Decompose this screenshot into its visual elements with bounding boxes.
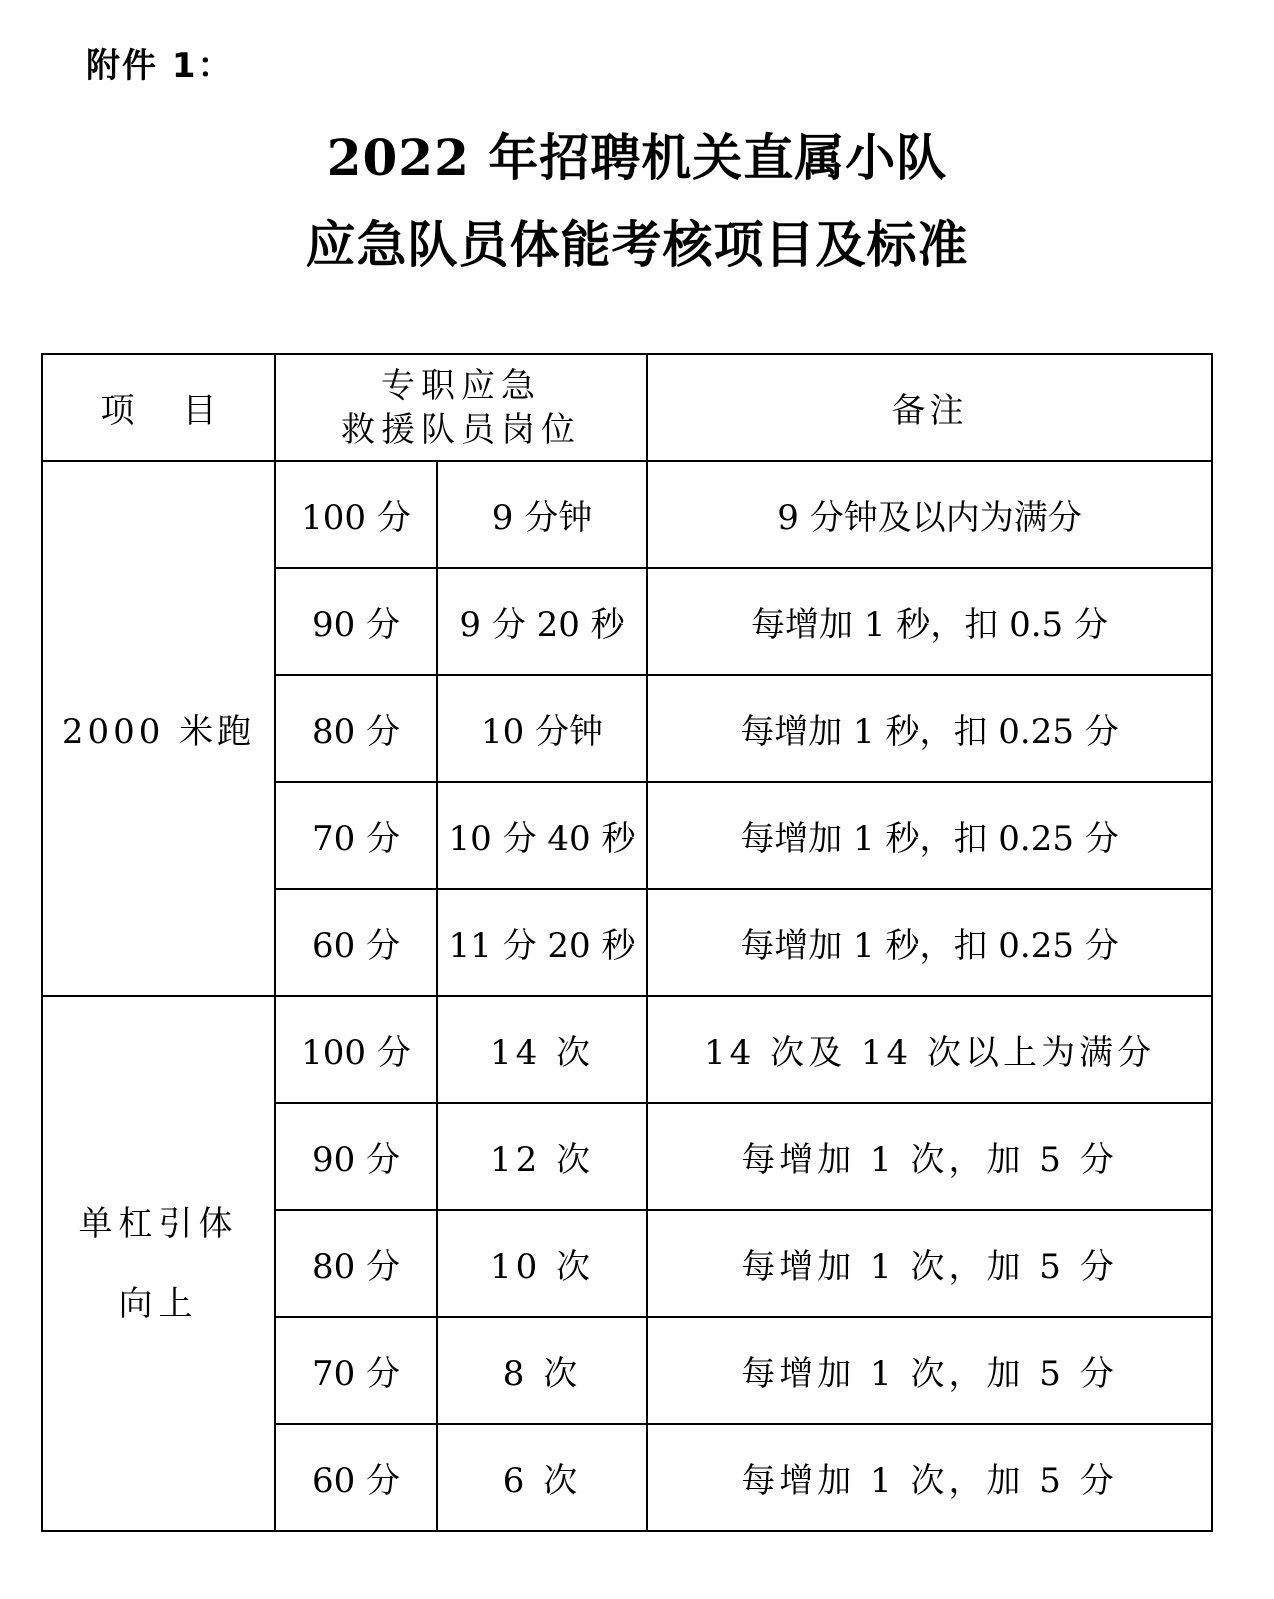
table-row [42,461,1212,568]
remark-cell: 每增加 1 次，加 5 分 [647,1103,1212,1210]
standard-cell: 9 分钟 [437,461,647,568]
remark-cell: 每增加 1 秒，扣 0.5 分 [647,568,1212,675]
standard-cell: 10 分钟 [437,675,647,782]
standard-cell: 12 次 [437,1103,647,1210]
document-title-line1: 2022 年招聘机关直属小队 [326,128,948,187]
document-title-line2: 应急队员体能考核项目及标准 [305,215,969,274]
header-position [275,354,647,461]
remark-cell: 每增加 1 次，加 5 分 [647,1424,1212,1531]
remark-cell: 每增加 1 秒，扣 0.25 分 [647,782,1212,889]
remark-cell: 每增加 1 次，加 5 分 [647,1317,1212,1424]
score-cell: 80 分 [275,1210,437,1317]
score-cell: 60 分 [275,889,437,996]
header-item: 项目 [42,354,275,461]
standard-cell: 6 次 [437,1424,647,1531]
score-cell: 90 分 [275,568,437,675]
item-pull-ups [42,996,275,1531]
standard-cell: 9 分 20 秒 [437,568,647,675]
remark-cell: 每增加 1 秒，扣 0.25 分 [647,889,1212,996]
standard-cell: 10 次 [437,1210,647,1317]
header-remark: 备注 [647,354,1212,461]
item-2000m-run: 2000 米跑 [42,461,275,996]
remark-cell: 每增加 1 次，加 5 分 [647,1210,1212,1317]
score-cell: 100 分 [275,996,437,1103]
score-cell: 70 分 [275,782,437,889]
remark-cell: 14 次及 14 次以上为满分 [647,996,1212,1103]
table-row [42,996,1212,1103]
header-position-line2: 救援队员岗位 [341,409,581,450]
score-cell: 100 分 [275,461,437,568]
header-position-line1: 专职应急 [381,365,541,406]
remark-cell: 每增加 1 秒，扣 0.25 分 [647,675,1212,782]
score-cell: 90 分 [275,1103,437,1210]
table-header-row [42,354,1212,461]
item-pull-ups-line2: 向上 [118,1283,199,1324]
attachment-label: 附件 1： [86,46,234,86]
score-cell: 70 分 [275,1317,437,1424]
standard-cell: 11 分 20 秒 [437,889,647,996]
standard-cell: 14 次 [437,996,647,1103]
score-cell: 60 分 [275,1424,437,1531]
remark-cell: 9 分钟及以内为满分 [647,461,1212,568]
score-cell: 80 分 [275,675,437,782]
standard-cell: 10 分 40 秒 [437,782,647,889]
item-pull-ups-line1: 单杠引体 [78,1203,239,1244]
standard-cell: 8 次 [437,1317,647,1424]
standards-table [41,353,1213,1532]
